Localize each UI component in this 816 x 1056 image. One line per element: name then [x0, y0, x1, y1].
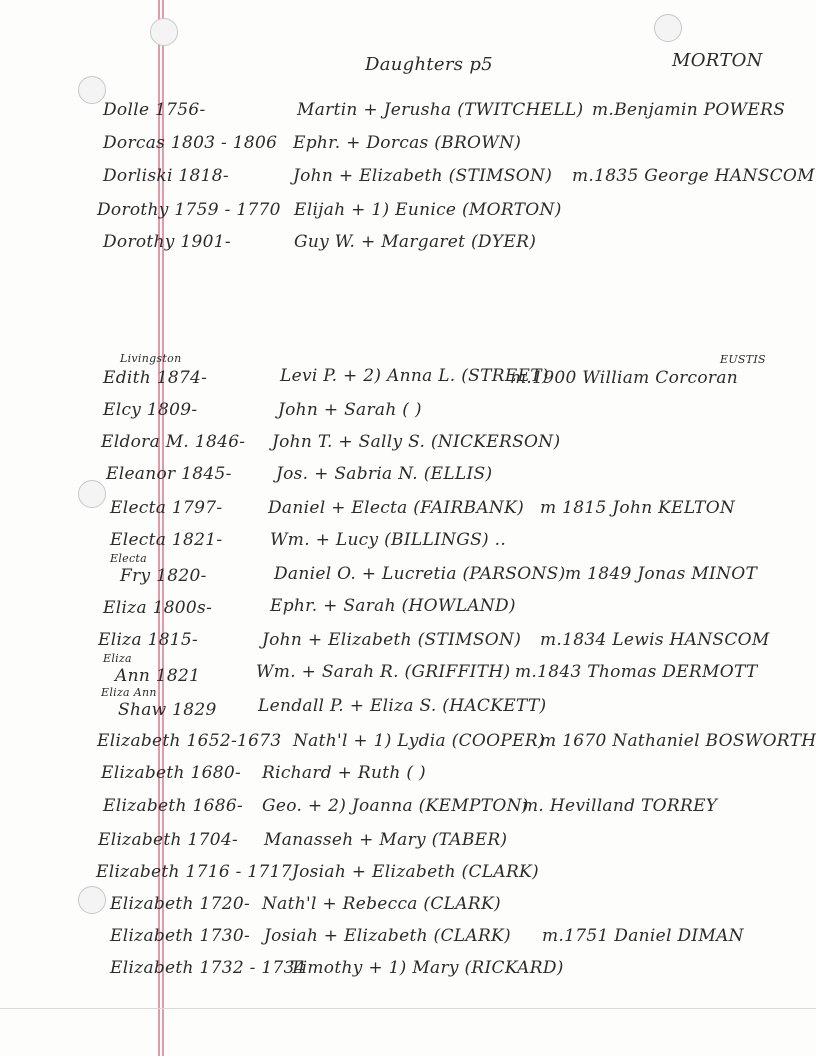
entry-parents: Daniel O. + Lucretia (PARSONS) — [274, 564, 566, 584]
entry-parents: Ephr. + Sarah (HOWLAND) — [270, 596, 516, 616]
entry-name: Dorliski 1818- — [103, 166, 229, 186]
entry-name-note: Electa — [110, 552, 147, 565]
entry-parents: Manasseh + Mary (TABER) — [264, 830, 508, 850]
entry-name: Eliza 1815- — [98, 630, 199, 650]
entry-parents: Josiah + Elizabeth (CLARK) — [264, 926, 511, 946]
entry-spouse: m 1849 Jonas MINOT — [565, 564, 758, 584]
entry-name: Elizabeth 1704- — [98, 830, 239, 850]
entry-spouse: m 1815 John KELTON — [540, 498, 736, 518]
entry-parents: Guy W. + Margaret (DYER) — [294, 232, 537, 252]
entry-parents: Geo. + 2) Joanna (KEMPTON) — [262, 796, 529, 816]
entry-name-note: Eliza — [103, 652, 132, 665]
entry-parents: Lendall P. + Eliza S. (HACKETT) — [258, 696, 547, 716]
entry-name: Eleanor 1845- — [106, 464, 232, 484]
entry-parents: Nath'l + Rebecca (CLARK) — [262, 894, 501, 914]
entry-name: Dorothy 1759 - 1770 — [97, 200, 281, 220]
entry-spouse: m.1835 George HANSCOM — [572, 166, 815, 186]
entry-name: Ann 1821 — [115, 666, 201, 686]
entry-name: Eliza 1800s- — [103, 598, 213, 618]
entry-parents: Elijah + 1) Eunice (MORTON) — [294, 200, 562, 220]
entry-spouse-note: EUSTIS — [720, 353, 766, 366]
entry-parents: Richard + Ruth ( ) — [262, 763, 426, 783]
entry-name: Elizabeth 1652-1673 — [97, 731, 282, 751]
entry-parents: John + Elizabeth (STIMSON) — [262, 630, 522, 650]
entry-parents: Nath'l + 1) Lydia (COOPER) — [293, 731, 545, 751]
entry-name: Edith 1874- — [103, 368, 208, 388]
entry-spouse: m.Benjamin POWERS — [592, 100, 786, 120]
entry-spouse: m.1843 Thomas DERMOTT — [515, 662, 758, 682]
entry-name: Electa 1821- — [110, 530, 223, 550]
surname-heading: MORTON — [672, 50, 763, 71]
entry-name-note: Eliza Ann — [101, 686, 157, 699]
entry-name: Eldora M. 1846- — [101, 432, 246, 452]
entry-name: Elizabeth 1720- — [110, 894, 251, 914]
entry-parents: Daniel + Electa (FAIRBANK) — [268, 498, 525, 518]
entry-name-note: Livingston — [120, 352, 182, 365]
page-bottom-rule — [0, 1008, 816, 1009]
punch-hole — [78, 480, 106, 508]
entry-name: Elizabeth 1730- — [110, 926, 251, 946]
entry-parents: Levi P. + 2) Anna L. (STREET) — [280, 366, 549, 386]
entry-name: Elizabeth 1686- — [103, 796, 244, 816]
entry-name: Elizabeth 1680- — [101, 763, 242, 783]
punch-hole — [78, 886, 106, 914]
entry-spouse: m.1834 Lewis HANSCOM — [540, 630, 770, 650]
entry-name: Dolle 1756- — [103, 100, 206, 120]
punch-hole — [150, 18, 178, 46]
entry-parents: Jos. + Sabria N. (ELLIS) — [276, 464, 493, 484]
entry-parents: Josiah + Elizabeth (CLARK) — [292, 862, 539, 882]
entry-parents: John + Sarah ( ) — [278, 400, 422, 420]
entry-name: Elcy 1809- — [103, 400, 198, 420]
entry-name: Elizabeth 1732 - 1734 — [110, 958, 306, 978]
entry-parents: John + Elizabeth (STIMSON) — [293, 166, 553, 186]
entry-parents: John T. + Sally S. (NICKERSON) — [272, 432, 561, 452]
entry-spouse: m.1900 William Corcoran — [510, 368, 739, 388]
entry-name: Dorothy 1901- — [103, 232, 231, 252]
entry-parents: Martin + Jerusha (TWITCHELL) — [297, 100, 584, 120]
entry-spouse: m. Hevilland TORREY — [522, 796, 718, 816]
punch-hole — [78, 76, 106, 104]
entry-name: Elizabeth 1716 - 1717 — [96, 862, 292, 882]
entry-parents: Timothy + 1) Mary (RICKARD) — [290, 958, 564, 978]
page-title: Daughters p5 — [365, 54, 493, 75]
entry-name: Electa 1797- — [110, 498, 223, 518]
entry-name: Dorcas 1803 - 1806 — [103, 133, 278, 153]
entry-name: Fry 1820- — [120, 566, 207, 586]
entry-parents: Wm. + Lucy (BILLINGS) .. — [270, 530, 507, 550]
entry-parents: Wm. + Sarah R. (GRIFFITH) — [256, 662, 511, 682]
punch-hole — [654, 14, 682, 42]
entry-spouse: m 1670 Nathaniel BOSWORTH — [540, 731, 816, 751]
entry-parents: Ephr. + Dorcas (BROWN) — [293, 133, 522, 153]
entry-spouse: m.1751 Daniel DIMAN — [542, 926, 744, 946]
entry-name: Shaw 1829 — [118, 700, 217, 720]
